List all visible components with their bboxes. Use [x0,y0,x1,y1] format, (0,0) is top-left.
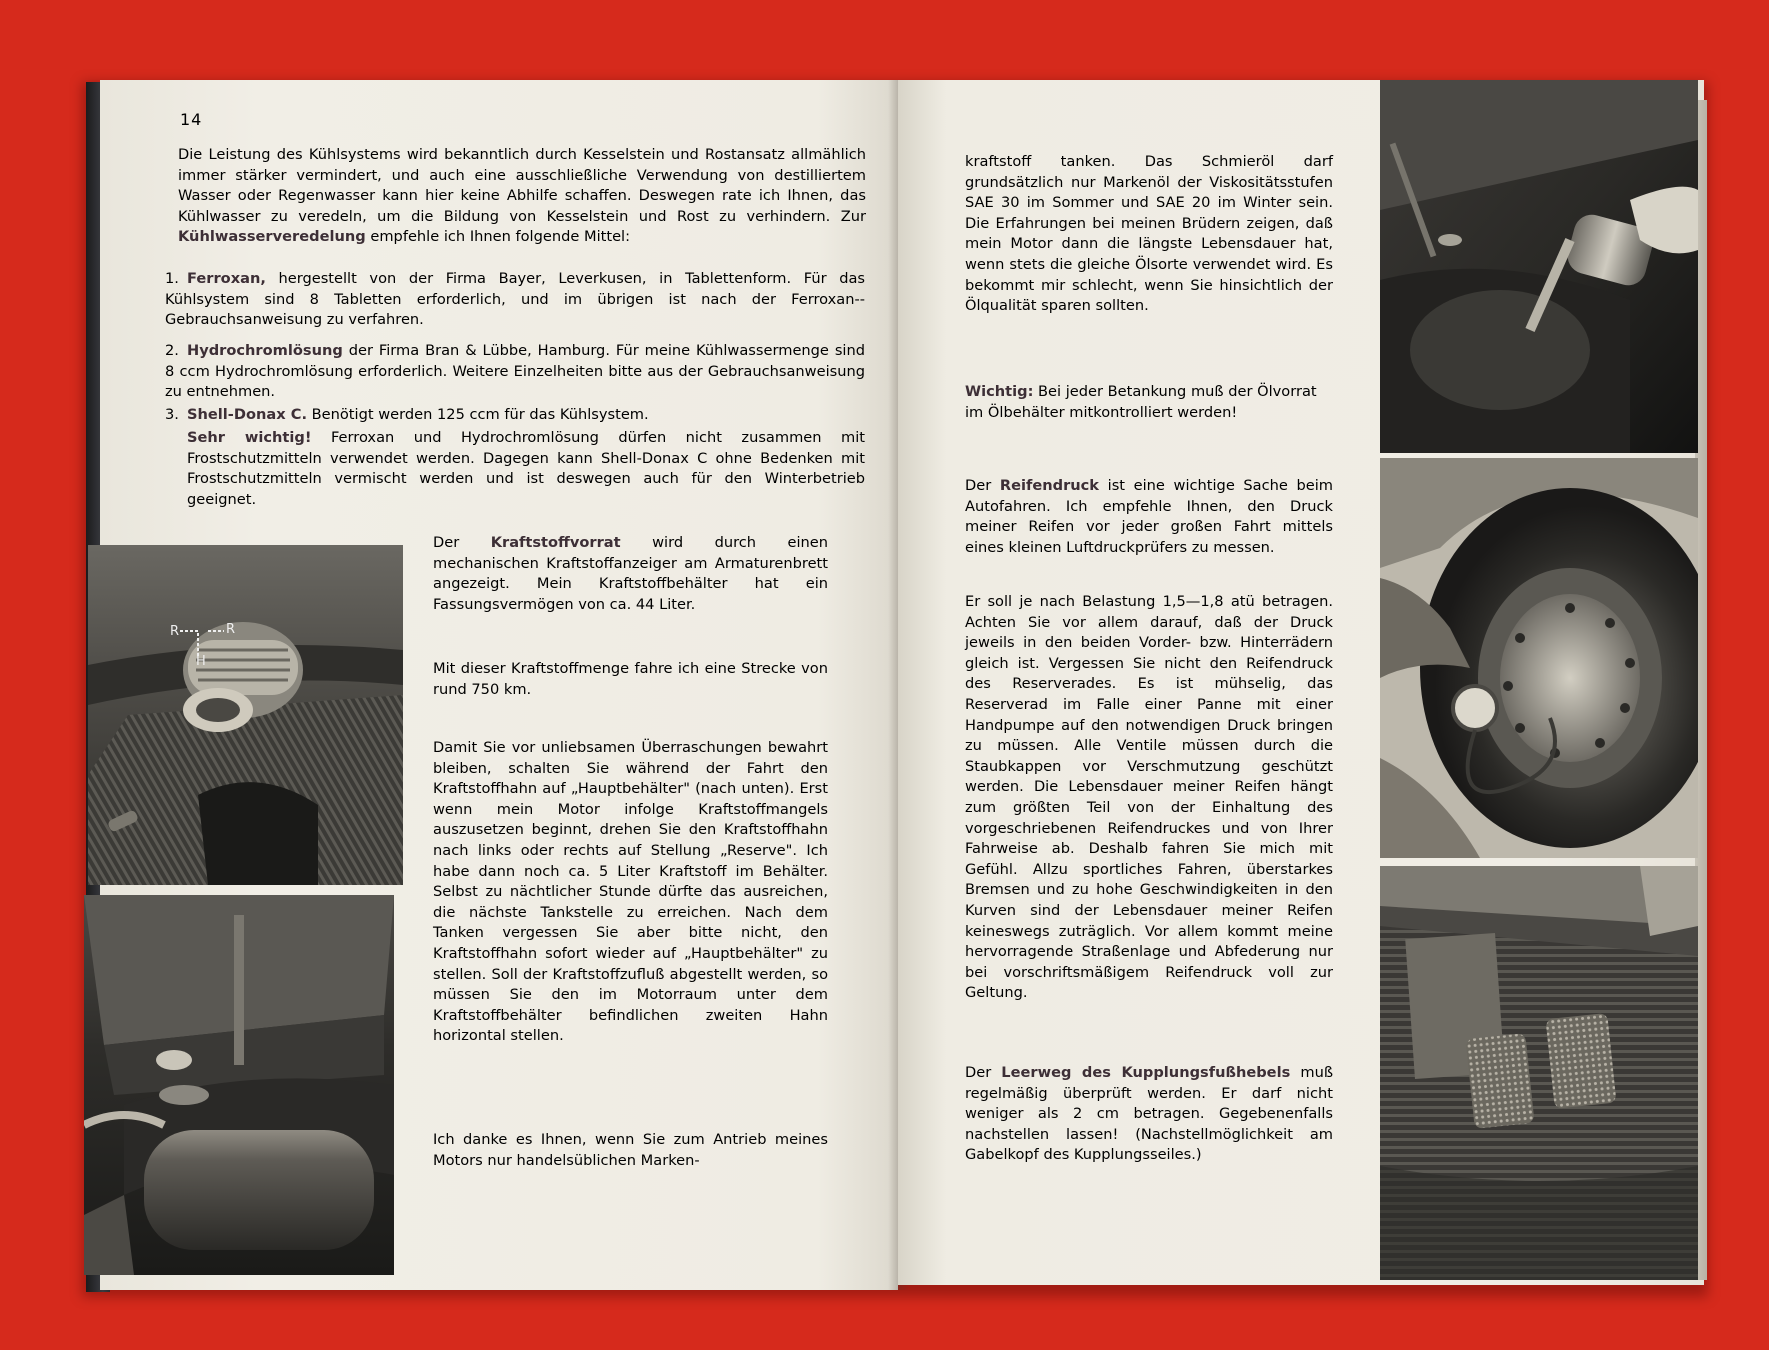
intro-text: Die Leistung des Kühlsystems wird bekanntlich durch Kesselstein und Rostansatz allmählich immer stärker vermindert, und auch eine ausschließliche Verwendung von destilliertem Wasser oder Regenwasser kann hier keine Abhilfe schaffen. Deswegen rate ich Ihnen, das Kühlwasser zu veredeln, um die Bildung von Kesselstein und Rost zu verhindern. Zur [178,146,866,225]
page-number: 14 [180,110,203,129]
fuel-bold-term: Kraftstoffvorrat [490,534,621,551]
fuel-gauge-illustration [88,545,403,885]
warning-label: Sehr wichtig! [187,429,312,446]
list-item-text: hergestellt von der Firma Bayer, Leverkusen, in Tablettenform. Für das Kühlsystem sind 8 Tabletten erforderlich, und im übrigen ist nach der Ferroxan--Gebrauchsanweisung zu verfahren. [165,270,865,329]
list-item [165,341,865,403]
list-item-title: Ferroxan, [187,270,266,287]
oil-paragraph: kraftstoff tanken. Das Schmieröl darf grundsätzlich nur Markenöl der Viskositätsstufen SAE 30 im Sommer und SAE 20 im Winter sein. Die Erfahrungen bei meinen Brüdern zeigen, daß mein Motor dann die längste Lebensdauer hat, wenn stets die gleiche Ölsorte verwendet wird. Es bekommt mir schlecht, wenn Sie hinsichtlich der Ölqualität sparen sollten. [965,153,1333,315]
fuel-tank-photo [84,895,394,1275]
fuel-range-paragraph: Mit dieser Kraftstoffmenge fahre ich eine Strecke von rund 750 km. [433,660,828,698]
fuel-gauge-photo [88,545,403,885]
tire-pressure-paragraph [965,476,1333,558]
fuel-tank-illustration [84,895,394,1275]
tire-text-post: ist eine wichtige Sache beim Autofahren. Ich empfehle Ihnen, den Druck meiner Reifen vor jeder großen Fahrt mittels eines kleinen Luftdruckprüfers zu messen. [965,477,1334,556]
fuel-text-post: wird durch einen mechanischen Kraftstoffanzeiger am Armaturenbrett angezeigt. Mein Kraftstoffbehälter hat ein Fassungsvermögen von ca. 44 Liter. [433,534,829,613]
list-item [165,405,865,426]
warning-text: Ferroxan und Hydrochromlösung dürfen nicht zusammen mit Frostschutzmitteln verwendet werden. Dagegen kann Shell-Donax C ohne Bedenken mit Frostschutzmitteln vermischt werden und ist deswegen auch für den Winterbetrieb geeignet. [187,429,865,508]
clutch-paragraph [965,1063,1333,1166]
list-number: 3. [165,406,179,423]
clutch-pedal-illustration [1380,866,1698,1280]
oil-filling-illustration [1380,80,1698,453]
intro-bold-term: Kühlwasserveredelung [178,228,366,246]
clutch-pedal-photo [1380,866,1698,1280]
tire-bold-term: Reifendruck [999,477,1100,494]
tire-care-paragraph: Er soll je nach Belastung 1,5—1,8 atü betragen. Achten Sie vor allem darauf, daß der Druck jeweils in den beiden Vorder- bzw. Hinterrädern gleich ist. Vergessen Sie nicht den Reifendruck des Reserverades. Es ist mühselig, das Reserverad im Falle einer Panne mit einer Handpumpe auf den notwendigen Druck bringen zu müssen. Alle Ventile müssen durch die Staubkappen vor Verschmutzung geschützt werden. Die Lebensdauer meiner Reifen hängt zum größten Teil von der Einhaltung des vorgeschriebenen Reifendruckes und von Ihrer Fahrweise ab. Deshalb fahren Sie mich mit Gefühl. Allzu sportliches Fahren, überstarkes Bremsen und zu hohe Geschwindigkeiten in den Kurven sind der Lebensdauer meiner Reifen keineswegs zuträglich. Vor allem kommt meine hervorragende Straßenlage und Abfederung nur bei vorschriftsmäßigem Reifendruck voll zur Geltung. [965,593,1333,1002]
important-text: Bei jeder Betankung muß der Ölvorrat im Ölbehälter mitkontrolliert werden! [965,383,1317,421]
cooling-intro-paragraph [178,145,866,248]
tire-pressure-photo [1380,458,1698,858]
warning-paragraph [187,428,865,510]
intro-text-end: empfehle ich Ihnen folgende Mittel: [365,228,631,246]
gauge-label-r-right: R [226,622,236,637]
fuel-brand-paragraph: Ich danke es Ihnen, wenn Sie zum Antrieb meines Motors nur handelsüblichen Marken- [433,1131,828,1169]
list-item-title: Shell-Donax C. [187,406,307,423]
tire-text-pre: Der [965,477,1000,494]
oil-check-paragraph [965,382,1333,423]
list-item-title: Hydrochromlösung [187,342,343,359]
tire-pressure-illustration [1380,458,1698,858]
list-number: 2. [165,342,179,359]
oil-filling-photo [1380,80,1698,453]
list-item-text: der Firma Bran & Lübbe, Hamburg. Für meine Kühlwassermenge sind 8 ccm Hydrochromlösung erforderlich. Weitere Einzelheiten bitte aus der Gebrauchsanweisung zu entnehmen. [165,342,865,401]
list-item [165,269,865,331]
list-number: 1. [165,270,179,287]
important-label: Wichtig: [965,383,1034,400]
clutch-text-post: muß regelmäßig überprüft werden. Er darf nicht weniger als 2 cm betragen. Gegebenenfalls nachstellen lassen! (Nachstellmöglichkeit am Gabelkopf des Kupplungsseiles.) [965,1064,1334,1164]
clutch-bold-term: Leerweg des Kupplungsfußhebels [1001,1064,1291,1081]
fuel-supply-paragraph [433,533,828,615]
gauge-label-h: H [196,654,206,669]
gauge-label-r-left: R [170,624,180,639]
fuel-tap-paragraph: Damit Sie vor unliebsamen Überraschungen bewahrt bleiben, schalten Sie während der Fahrt den Kraftstoffhahn auf „Hauptbehälter" (nach unten). Erst wenn mein Motor infolge Kraftstoffmangels auszusetzen beginnt, drehen Sie den Kraftstoffhahn nach links oder rechts auf Stellung „Reserve". Ich habe dann noch ca. 5 Liter Kraftstoff im Behälter. Selbst zu nächtlicher Stunde dürfte das ausreichen, die nächste Tankstelle zu erreichen. Nach dem Tanken vergessen Sie aber bitte nicht, den Kraftstoffhahn sofort wieder auf „Hauptbehälter" zu stellen. Soll der Kraftstoffzufluß abgestellt werden, so müssen Sie den im Motorraum unter dem Kraftstoffbehälter befindlichen zweiten Hahn horizontal stellen. [433,739,828,1045]
clutch-text-pre: Der [965,1064,1002,1081]
list-item-text: Benötigt werden 125 ccm für das Kühlsystem. [307,406,649,423]
fuel-text-pre: Der [433,534,491,551]
